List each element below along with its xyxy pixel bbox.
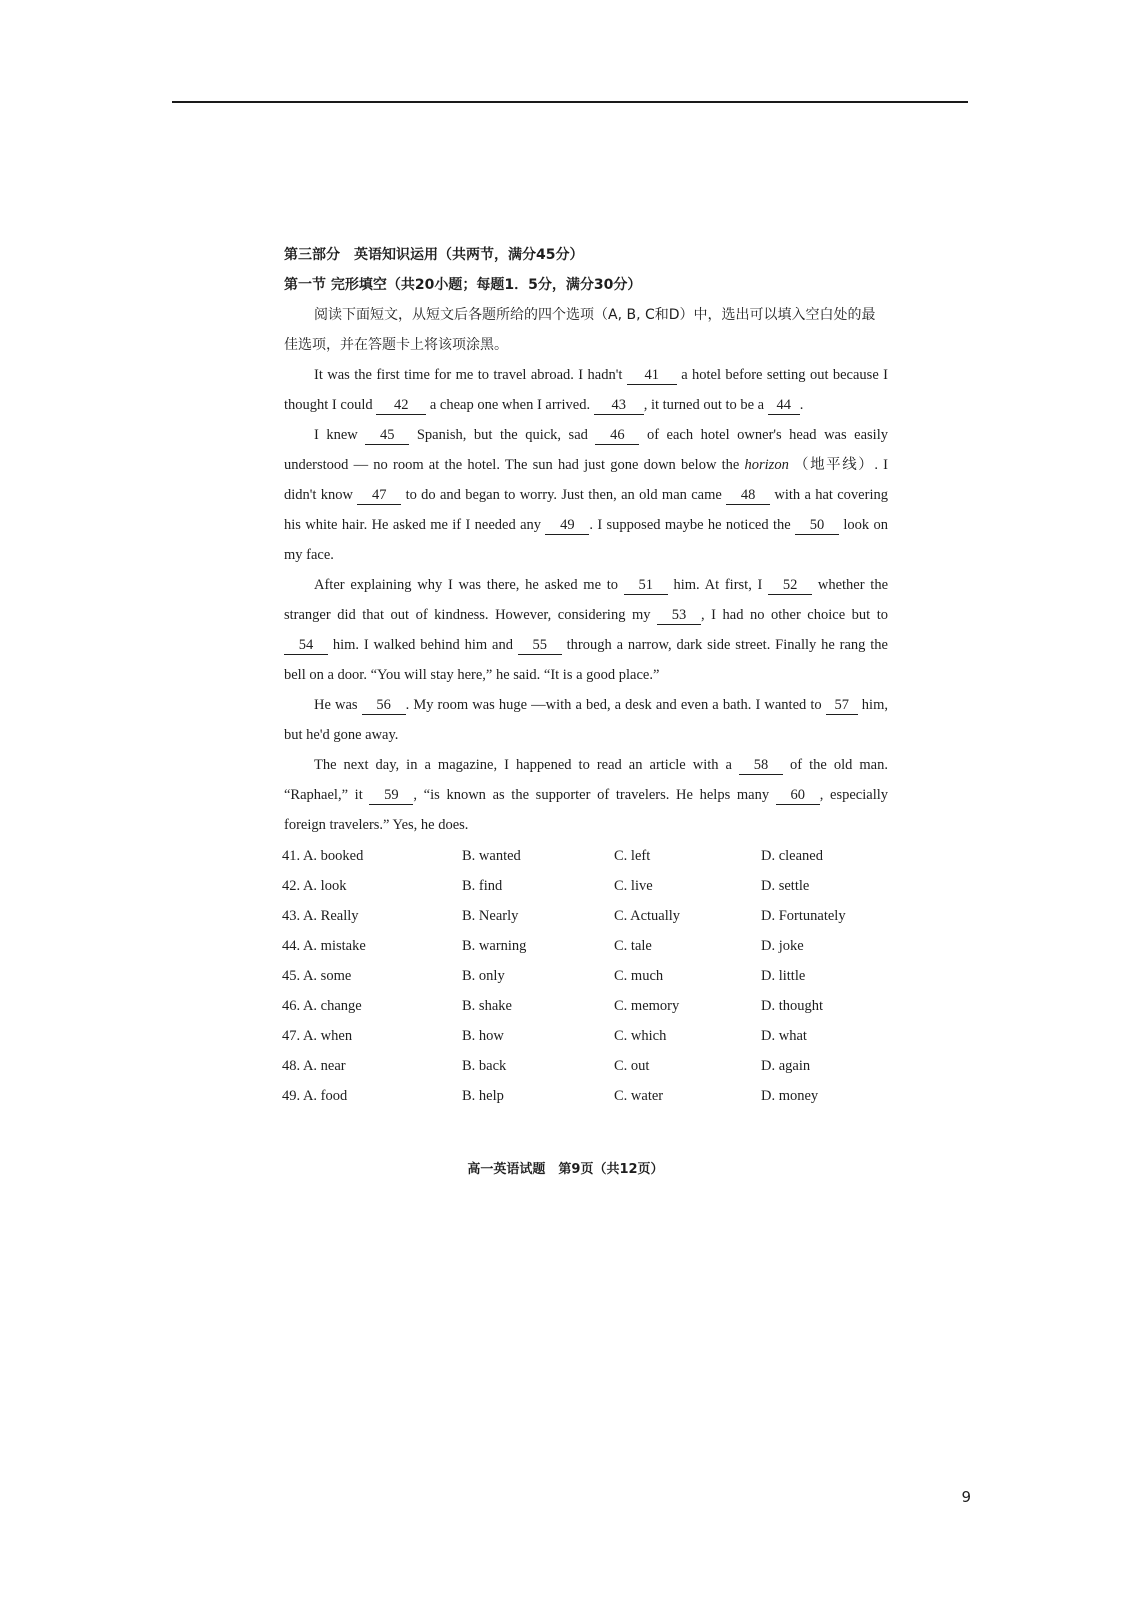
option-row-43 (284, 901, 888, 931)
answer-options (284, 841, 888, 1111)
option-b: B. Nearly (462, 908, 519, 924)
blank-48: 48 (726, 486, 770, 505)
option-d: D. joke (761, 938, 804, 954)
option-row-48 (284, 1051, 888, 1081)
passage-paragraph-1: It was the first time for me to travel abroad. I hadn't 41 a hotel before setting out because I thought I could 42 a cheap one when I arrived. 43 , it turned out to be a 44 . (284, 367, 888, 413)
option-row-44 (284, 931, 888, 961)
option-a: 49. A. food (282, 1088, 348, 1104)
blank-47: 47 (357, 486, 401, 505)
instructions: 阅读下面短文，从短文后各题所给的四个选项（A, B, C和D）中，选出可以填入空白处的最佳选项，并在答题卡上将该项涂黑。 (284, 307, 876, 353)
option-a: 42. A. look (282, 878, 347, 894)
option-c: C. water (614, 1088, 664, 1104)
option-d: D. cleaned (761, 848, 823, 864)
option-b: B. wanted (462, 848, 521, 864)
option-a: 41. A. booked (282, 848, 364, 864)
blank-52: 52 (768, 576, 812, 595)
option-c: C. live (614, 878, 653, 894)
option-c: C. much (614, 968, 664, 984)
part-title: 第三部分 英语知识运用（共两节，满分45分） (284, 247, 584, 263)
exam-section (284, 240, 888, 1111)
option-c: C. left (614, 848, 651, 864)
blank-41: 41 (627, 366, 677, 385)
option-b: B. how (462, 1028, 504, 1044)
passage-paragraph-5: The next day, in a magazine, I happened to read an article with a 58 of the old man. “Raphael,” it 59 , “is known as the supporter of travelers. He helps many 60 , especially foreign travelers.” Yes, he does. (284, 757, 889, 833)
blank-57: 57 (826, 696, 858, 715)
blank-49: 49 (545, 516, 589, 535)
blank-59: 59 (369, 786, 413, 805)
option-d: D. what (761, 1028, 807, 1044)
option-b: B. back (462, 1058, 507, 1074)
option-a: 47. A. when (282, 1028, 353, 1044)
page-footer: 高一英语试题 第9页（共12页） (467, 1162, 664, 1177)
subsection-title: 第一节 完形填空（共20小题；每题1．5分，满分30分） (284, 277, 642, 293)
blank-55: 55 (518, 636, 562, 655)
option-c: C. Actually (614, 908, 681, 924)
blank-51: 51 (624, 576, 668, 595)
option-b: B. shake (462, 998, 512, 1014)
option-b: B. find (462, 878, 503, 894)
option-row-41 (284, 841, 888, 871)
blank-43: 43 (594, 396, 644, 415)
option-c: C. tale (614, 938, 652, 954)
blank-56: 56 (362, 696, 406, 715)
option-a: 46. A. change (282, 998, 362, 1014)
option-b: B. only (462, 968, 505, 984)
option-d: D. Fortunately (761, 908, 846, 924)
option-a: 45. A. some (282, 968, 352, 984)
blank-60: 60 (776, 786, 820, 805)
option-d: D. little (761, 968, 806, 984)
blank-42: 42 (376, 396, 426, 415)
option-row-49 (284, 1081, 888, 1111)
option-d: D. money (761, 1088, 819, 1104)
blank-45: 45 (365, 426, 409, 445)
passage-paragraph-2: I knew 45 Spanish, but the quick, sad 46 of each hotel owner's head was easily understood — no room at the hotel. The sun had just gone down below the horizon （地平线）. I didn't know 47 to do and began to worry. Just then, an old man came 48 with a hat covering his white hair. He asked me if I needed any 49 . I supposed maybe he noticed the 50 look on my face. (284, 427, 889, 563)
header-rule (172, 101, 968, 103)
option-a: 44. A. mistake (282, 938, 366, 954)
option-row-42 (284, 871, 888, 901)
blank-50: 50 (795, 516, 839, 535)
blank-46: 46 (595, 426, 639, 445)
option-row-47 (284, 1021, 888, 1051)
option-d: D. settle (761, 878, 810, 894)
option-d: D. thought (761, 998, 824, 1014)
page-number: 9 (961, 1488, 971, 1506)
option-c: C. out (614, 1058, 650, 1074)
option-b: B. help (462, 1088, 504, 1104)
option-a: 48. A. near (282, 1058, 346, 1074)
option-b: B. warning (462, 938, 527, 954)
blank-44: 44 (768, 396, 800, 415)
option-row-46 (284, 991, 888, 1021)
option-c: C. memory (614, 998, 680, 1014)
blank-53: 53 (657, 606, 701, 625)
passage-paragraph-3: After explaining why I was there, he asked me to 51 him. At first, I 52 whether the stranger did that out of kindness. However, considering my 53 , I had no other choice but to 54 him. I walked behind him and 55 through a narrow, dark side street. Finally he rang the bell on a door. “You will stay here,” he said. “It is a good place.” (284, 577, 889, 683)
blank-58: 58 (739, 756, 783, 775)
option-d: D. again (761, 1058, 811, 1074)
option-a: 43. A. Really (282, 908, 359, 924)
option-c: C. which (614, 1028, 667, 1044)
blank-54: 54 (284, 636, 328, 655)
passage-paragraph-4: He was 56 . My room was huge —with a bed, a desk and even a bath. I wanted to 57 him, but he'd gone away. (284, 697, 888, 743)
option-row-45 (284, 961, 888, 991)
